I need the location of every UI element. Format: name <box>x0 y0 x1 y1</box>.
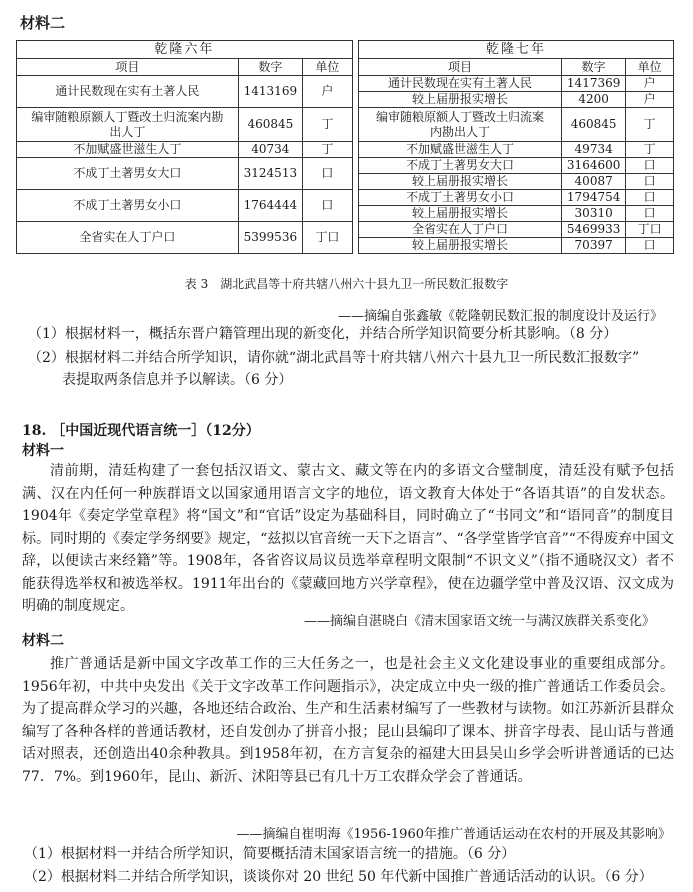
table-cell: 丁口 <box>302 222 352 254</box>
table-cell: 丁口 <box>626 222 674 238</box>
table-cell: 口 <box>302 158 352 190</box>
table-cell: 5469933 <box>562 222 626 238</box>
material-two-heading: 材料二 <box>22 633 64 649</box>
table-cell: 编审随粮原额人丁暨改土归流案内勘出人丁 <box>358 108 561 142</box>
material-one-heading: 材料一 <box>22 443 64 459</box>
table-cell: 5399536 <box>238 222 302 254</box>
col-item: 项目 <box>17 59 239 76</box>
table-cell: 口 <box>626 206 674 222</box>
table-cell: 30310 <box>562 206 626 222</box>
year-six-title: 乾隆六年 <box>17 41 353 59</box>
table-cell: 不加赋盛世滋生人丁 <box>358 142 561 158</box>
material-one-text: 清前期，清廷构建了一套包括汉语文、蒙古文、藏文等在内的多语文合璧制度，清廷没有赋予包括满、汉在内任何一种族群语文以国家通用语言文字的地位，语文教育大体处于“各语其语”的自发状态。1904年《奏定学堂章程》将“国文”和“官话”设定为基础科目，同时确立了“书同文”和“语同音”的制度目标。同时期的《奏定学务纲要》规定，“兹拟以官音统一天下之语言”、“各学堂皆学官音”“不得废弃中国文辞，以便读古来经籍”等。1908年，各省咨议局议员选举章程明文限制“不识文义”（指不通晓汉文）者不能获得选举权和被选举权。1911年出台的《蒙藏回地方兴学章程》，使在边疆学堂中普及汉语、汉文成为明确的制度规定。 <box>22 463 674 614</box>
table-cell: 40734 <box>238 142 302 158</box>
table-cell: 3124513 <box>238 158 302 190</box>
material-two-text: 推广普通话是新中国文字改革工作的三大任务之一，也是社会主义文化建设事业的重要组成部分。1956年初，中共中央发出《关于文字改革工作问题指示》，决定成立中央一级的推广普通话工作委员会。为了提高群众学习的兴趣，各地还结合政治、生产和生活素材编写了一些教材与读物。如江苏新沂县群众编写了各种各样的普通话教材，还自发创办了拼音小报；昆山县编印了课本、拼音字母表、昆山话与普通话对照表，还创造出40余种教具。到1958年初，在方言复杂的福建大田县吴山乡学会听讲普通话的已达77．7%。到1960年，昆山、新沂、沭阳等县已有几十万工农群众学会了普通话。 <box>22 656 674 785</box>
table-cell: 较上届册报实增长 <box>358 206 561 222</box>
question-2-line-1: （2）根据材料二并结合所学知识，请你就“湖北武昌等十府共辖八州六十县九卫一所民数汇报数字” <box>28 350 640 366</box>
table-cell: 1794754 <box>562 190 626 206</box>
table-cell: 不成丁土著男女小口 <box>17 190 239 222</box>
table-cell: 3164600 <box>562 158 626 174</box>
col-number: 数字 <box>562 59 626 76</box>
table-cell: 口 <box>302 190 352 222</box>
year-seven-title: 乾隆七年 <box>358 41 673 59</box>
table-cell: 户 <box>626 76 674 92</box>
table-cell: 70397 <box>562 238 626 254</box>
material-two-heading-top: 材料二 <box>20 14 66 32</box>
table-cell: 口 <box>626 190 674 206</box>
table-cell: 通计民数现在实有土著人民 <box>358 76 561 92</box>
table-cell: 口 <box>626 174 674 190</box>
table-caption: 表 3 湖北武昌等十府共辖八州六十县九卫一所民数汇报数字 <box>184 277 509 291</box>
question-18-2: （2）根据材料二并结合所学知识，谈谈你对 20 世纪 50 年代新中国推广普通话活动的认识。（6 分） <box>24 869 653 885</box>
question-18-title: 18. ［中国近现代语言统一］（12分） <box>22 423 260 439</box>
table-cell: 较上届册报实增长 <box>358 238 561 254</box>
table-cell: 40087 <box>562 174 626 190</box>
table-cell: 全省实在人丁户口 <box>358 222 561 238</box>
table-cell: 丁 <box>626 142 674 158</box>
col-unit: 单位 <box>626 59 674 76</box>
source-citation-m2: ——摘编自崔明海《1956-1960年推广普通话运动在农村的开展及其影响》 <box>236 827 671 842</box>
question-1: （1）根据材料一，概括东晋户籍管理出现的新变化，并结合所学知识简要分析其影响。（8 分） <box>28 326 618 342</box>
table-cell: 丁 <box>302 142 352 158</box>
source-citation-1: ——摘编自张鑫敏《乾隆朝民数汇报的制度设计及运行》 <box>337 309 663 324</box>
table-cell: 编审随粮原额人丁暨改土归流案内勘出人丁 <box>17 108 239 142</box>
source-citation-m1: ——摘编自湛晓白《清末国家语文统一与满汉族群关系变化》 <box>303 614 655 629</box>
table-cell: 1764444 <box>238 190 302 222</box>
table-cell: 丁 <box>302 108 352 142</box>
table-cell: 460845 <box>238 108 302 142</box>
table-cell: 1417369 <box>562 76 626 92</box>
table-cell: 通计民数现在实有土著人民 <box>17 76 239 108</box>
col-unit: 单位 <box>302 59 352 76</box>
col-number: 数字 <box>238 59 302 76</box>
table-cell: 户 <box>302 76 352 108</box>
table-cell: 1413169 <box>238 76 302 108</box>
table-cell: 全省实在人丁户口 <box>17 222 239 254</box>
table-cell: 不加赋盛世滋生人丁 <box>17 142 239 158</box>
question-2-line-2: 表提取两条信息并予以解读。（6 分） <box>62 372 293 388</box>
table-cell: 不成丁土著男女大口 <box>17 158 239 190</box>
table-cell: 不成丁土著男女大口 <box>358 158 561 174</box>
col-item: 项目 <box>358 59 561 76</box>
table-cell: 户 <box>626 92 674 108</box>
table-cell: 较上届册报实增长 <box>358 174 561 190</box>
question-18-1: （1）根据材料一并结合所学知识，简要概括清末国家语言统一的措施。（6 分） <box>24 846 516 862</box>
population-table <box>16 40 674 254</box>
table-cell: 丁 <box>626 108 674 142</box>
table-cell: 口 <box>626 158 674 174</box>
table-cell: 49734 <box>562 142 626 158</box>
table-cell: 不成丁土著男女小口 <box>358 190 561 206</box>
table-cell: 较上届册报实增长 <box>358 92 561 108</box>
table-cell: 口 <box>626 238 674 254</box>
table-cell: 460845 <box>562 108 626 142</box>
table-cell: 4200 <box>562 92 626 108</box>
